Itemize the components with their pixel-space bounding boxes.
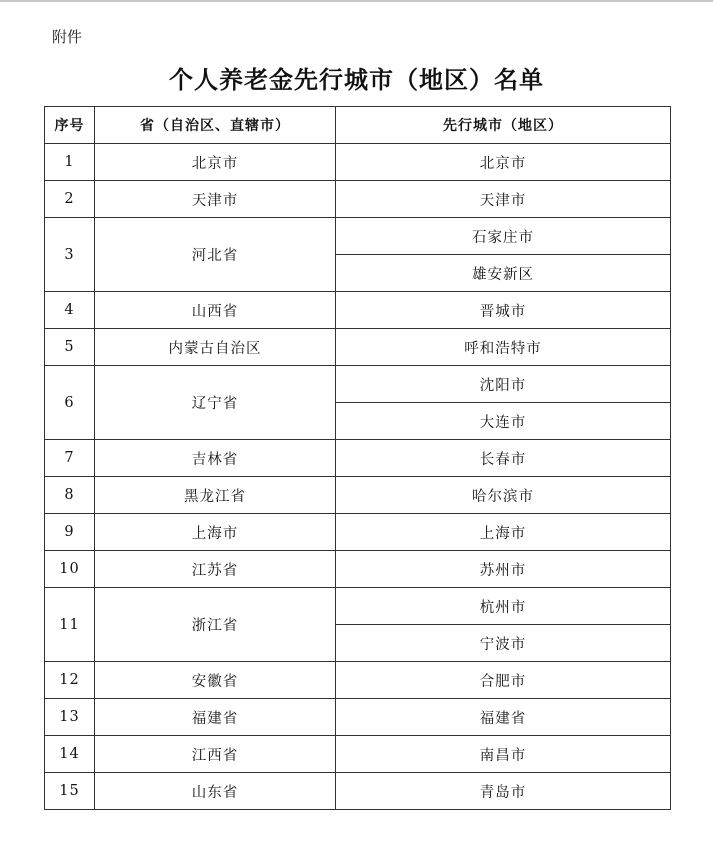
- row-index: 15: [45, 773, 95, 810]
- row-index: 9: [45, 514, 95, 551]
- table-row: [45, 773, 671, 810]
- header-province: 省（自治区、直辖市）: [95, 107, 336, 144]
- table-row: [45, 736, 671, 773]
- row-city: 长春市: [336, 440, 671, 477]
- row-city: 南昌市: [336, 736, 671, 773]
- row-province: 江苏省: [95, 551, 336, 588]
- row-city: 青岛市: [336, 773, 671, 810]
- table-row: [45, 514, 671, 551]
- header-index: 序号: [45, 107, 95, 144]
- row-province: 福建省: [95, 699, 336, 736]
- row-city: 福建省: [336, 699, 671, 736]
- header-city: 先行城市（地区）: [336, 107, 671, 144]
- table-row: [45, 218, 671, 255]
- row-index: 3: [45, 218, 95, 292]
- row-index: 7: [45, 440, 95, 477]
- row-province: 安徽省: [95, 662, 336, 699]
- table-row: [45, 181, 671, 218]
- row-index: 8: [45, 477, 95, 514]
- table-row: [45, 477, 671, 514]
- attachment-label: 附件: [52, 28, 83, 46]
- table-row: [45, 366, 671, 403]
- table-row: [45, 699, 671, 736]
- row-city: 大连市: [336, 403, 671, 440]
- row-province: 江西省: [95, 736, 336, 773]
- row-index: 4: [45, 292, 95, 329]
- table-row: [45, 292, 671, 329]
- row-province: 上海市: [95, 514, 336, 551]
- row-city: 呼和浩特市: [336, 329, 671, 366]
- row-province: 天津市: [95, 181, 336, 218]
- row-province: 黑龙江省: [95, 477, 336, 514]
- table-row: [45, 144, 671, 181]
- row-index: 6: [45, 366, 95, 440]
- table-row: [45, 551, 671, 588]
- row-city: 杭州市: [336, 588, 671, 625]
- table-row: [45, 440, 671, 477]
- row-province: 辽宁省: [95, 366, 336, 440]
- row-province: 内蒙古自治区: [95, 329, 336, 366]
- table-row: [45, 662, 671, 699]
- row-index: 2: [45, 181, 95, 218]
- row-province: 河北省: [95, 218, 336, 292]
- row-city: 北京市: [336, 144, 671, 181]
- row-city: 宁波市: [336, 625, 671, 662]
- row-index: 1: [45, 144, 95, 181]
- row-index: 5: [45, 329, 95, 366]
- row-province: 吉林省: [95, 440, 336, 477]
- row-city: 哈尔滨市: [336, 477, 671, 514]
- row-city: 石家庄市: [336, 218, 671, 255]
- row-city: 天津市: [336, 181, 671, 218]
- row-province: 山东省: [95, 773, 336, 810]
- row-city: 雄安新区: [336, 255, 671, 292]
- row-index: 11: [45, 588, 95, 662]
- page-title: 个人养老金先行城市（地区）名单: [169, 66, 544, 94]
- table-row: [45, 329, 671, 366]
- row-index: 14: [45, 736, 95, 773]
- row-index: 10: [45, 551, 95, 588]
- row-city: 晋城市: [336, 292, 671, 329]
- city-list-table: [44, 106, 671, 810]
- row-city: 上海市: [336, 514, 671, 551]
- row-index: 13: [45, 699, 95, 736]
- row-province: 北京市: [95, 144, 336, 181]
- row-city: 苏州市: [336, 551, 671, 588]
- table-header-row: [45, 107, 671, 144]
- top-divider: [0, 0, 713, 2]
- table-row: [45, 588, 671, 625]
- row-province: 浙江省: [95, 588, 336, 662]
- row-city: 合肥市: [336, 662, 671, 699]
- row-city: 沈阳市: [336, 366, 671, 403]
- table-body: [45, 144, 671, 810]
- row-index: 12: [45, 662, 95, 699]
- row-province: 山西省: [95, 292, 336, 329]
